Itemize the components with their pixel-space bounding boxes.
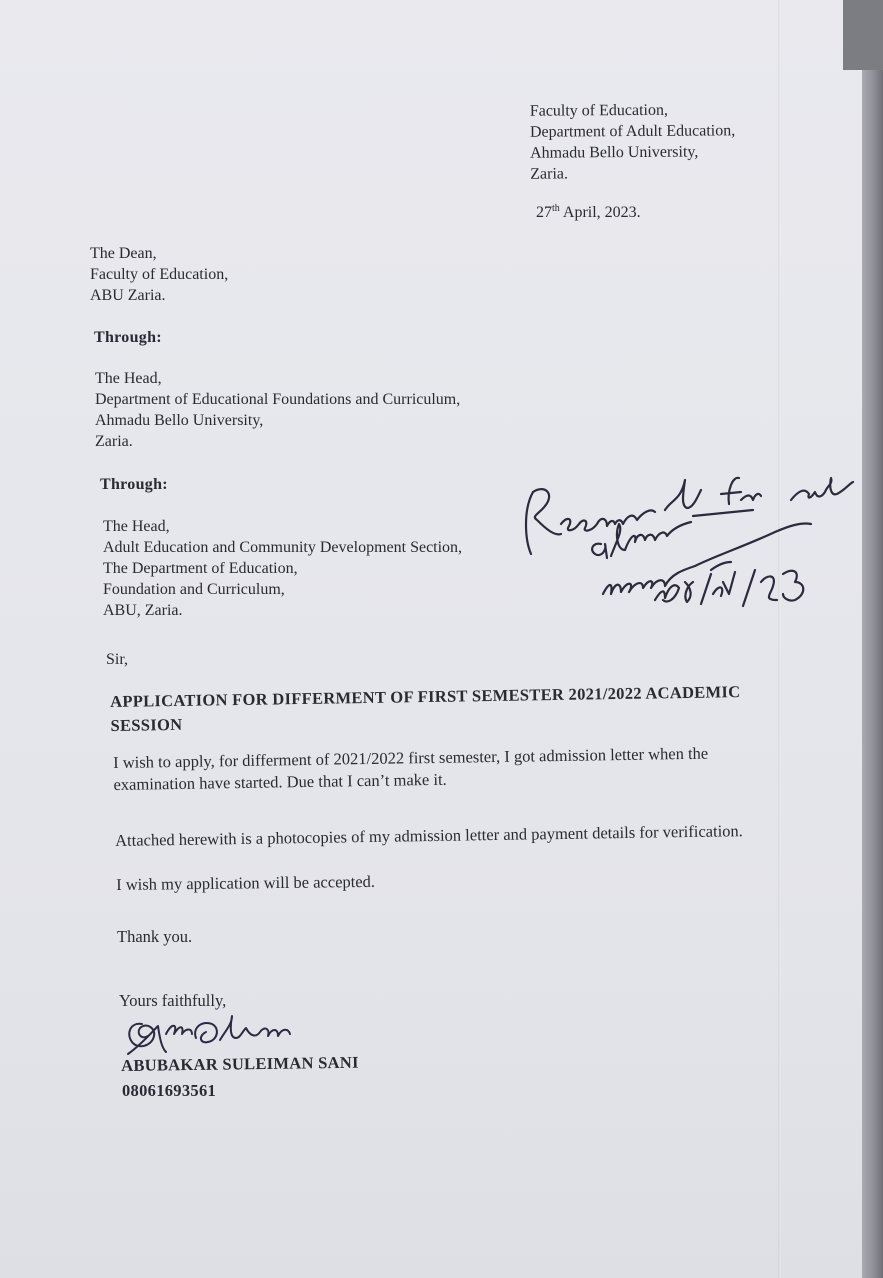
sender-address-line: Department of Adult Education,	[529, 122, 736, 141]
body-paragraph-1	[113, 743, 709, 796]
recipient-address	[90, 243, 228, 306]
recipient-line: Faculty of Education,	[90, 266, 229, 283]
through-label-2: Through:	[100, 476, 168, 493]
body-paragraph-2: Attached herewith is a photocopies of my admission letter and payment details for verification.	[115, 821, 743, 850]
through-line: Adult Education and Community Development Section,	[103, 539, 463, 556]
subject-line: SESSION	[110, 714, 183, 735]
date-suffix: th	[552, 203, 560, 214]
sender-address-line: Ahmadu Bello University,	[530, 143, 699, 162]
signatory-phone: 08061693561	[122, 1081, 217, 1100]
through-line: The Head,	[95, 370, 162, 387]
recipient-line: The Dean,	[90, 245, 157, 262]
signatory-name: ABUBAKAR SULEIMAN SANI	[121, 1052, 359, 1075]
background-corner	[843, 0, 883, 70]
handwritten-recommendation	[515, 470, 860, 620]
subject-heading	[110, 680, 741, 738]
closing: Yours faithfully,	[119, 991, 227, 1010]
through-line: The Department of Education,	[103, 560, 298, 577]
recipient-line: ABU Zaria.	[90, 287, 166, 304]
sender-address-line: Faculty of Education,	[529, 101, 669, 120]
letter-date	[536, 202, 641, 223]
date-day: 27	[536, 204, 552, 221]
subject-line: APPLICATION FOR DIFFERMENT OF FIRST SEMESTER 2021/2022 ACADEMIC	[110, 682, 741, 711]
through-line: The Head,	[103, 518, 170, 535]
through-line: Department of Educational Foundations and Curriculum,	[95, 391, 461, 408]
sender-address-line: Zaria.	[530, 165, 569, 183]
through-line: Foundation and Curriculum,	[103, 581, 285, 598]
background-edge	[862, 0, 883, 1278]
date-rest: April, 2023.	[559, 204, 641, 221]
through-address-2	[103, 516, 462, 621]
through-address-1	[95, 368, 460, 452]
through-label-1: Through:	[94, 329, 162, 346]
paper-fold	[778, 0, 781, 1278]
body-paragraph-4: Thank you.	[117, 927, 193, 946]
through-line: ABU, Zaria.	[103, 602, 183, 619]
body-paragraph-3: I wish my application will be accepted.	[116, 871, 376, 894]
body-line: I wish to apply, for differment of 2021/2022 first semester, I got admission letter when the	[113, 743, 709, 772]
salutation: Sir,	[106, 651, 129, 668]
through-line: Ahmadu Bello University,	[95, 412, 264, 429]
sender-address	[530, 99, 736, 184]
through-line: Zaria.	[95, 433, 133, 450]
body-line: examination have started. Due that I can’t make it.	[113, 769, 447, 794]
